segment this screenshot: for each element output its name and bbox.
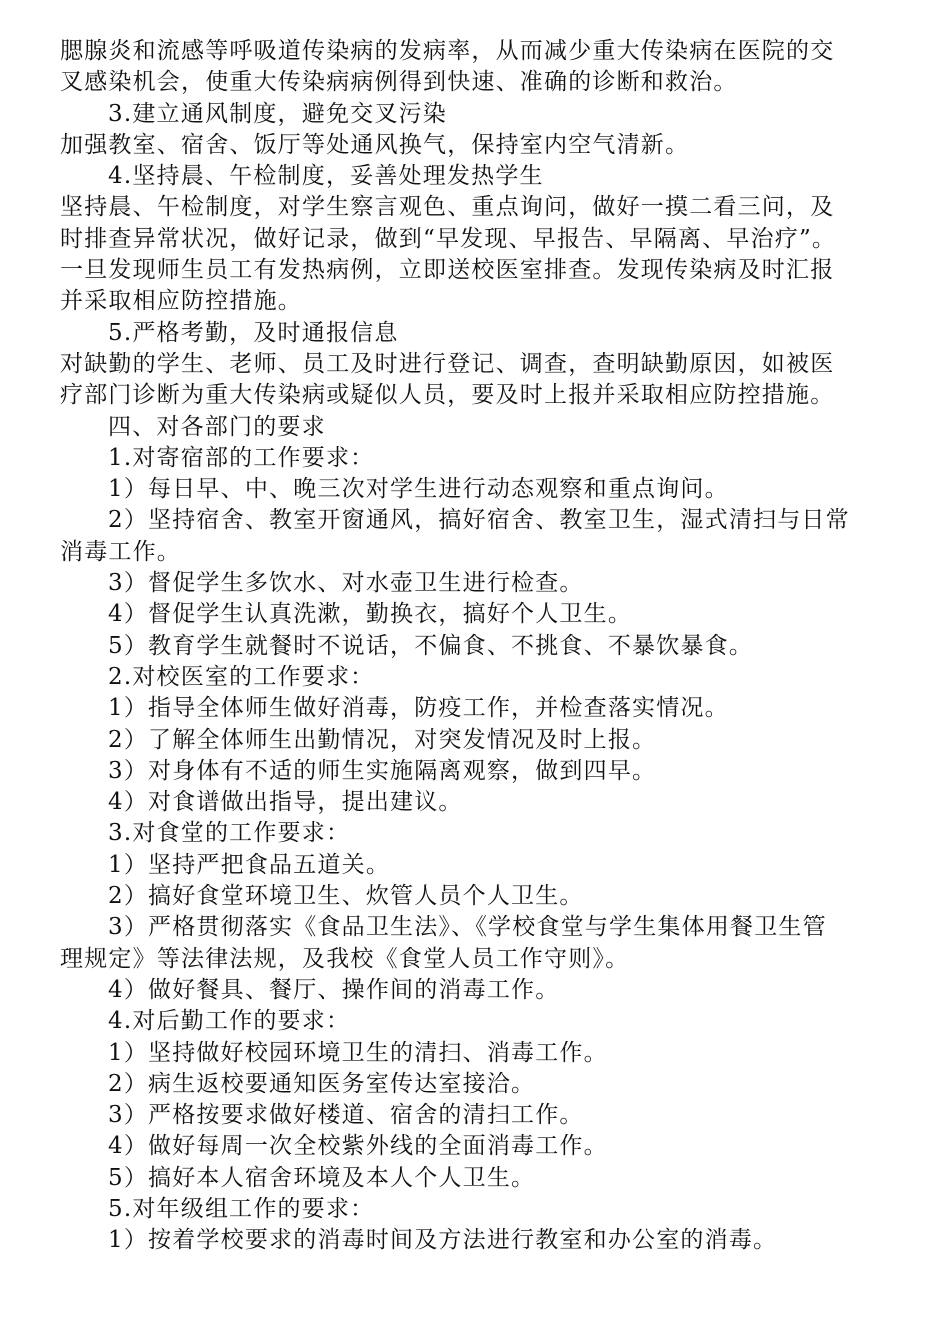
text-line: 4.对后勤工作的要求： bbox=[108, 1008, 351, 1035]
text-line: 1）坚持严把食品五道关。 bbox=[108, 851, 391, 878]
text-line: 1）按着学校要求的消毒时间及方法进行教室和办公室的消毒。 bbox=[108, 1227, 778, 1254]
text-line: 腮腺炎和流感等呼吸道传染病的发病率，从而减少重大传染病在医院的交 bbox=[60, 38, 835, 64]
text-line: 2）搞好食堂环境卫生、炊管人员个人卫生。 bbox=[108, 883, 584, 910]
text-line: 5.对年级组工作的要求： bbox=[108, 1195, 375, 1222]
text-line: 消毒工作。 bbox=[60, 538, 181, 565]
text-line: 2.对校医室的工作要求： bbox=[108, 663, 375, 690]
text-line: 坚持晨、午检制度，对学生察言观色、重点询问，做好一摸二看三问，及 bbox=[60, 194, 835, 221]
text-line: 2）病生返校要通知医务室传达室接洽。 bbox=[108, 1070, 536, 1097]
text-line: 3）严格按要求做好楼道、宿舍的清扫工作。 bbox=[108, 1102, 584, 1129]
text-line: 1）指导全体师生做好消毒，防疫工作，并检查落实情况。 bbox=[108, 695, 729, 722]
text-line: 时排查异常状况，做好记录，做到“早发现、早报告、早隔离、早治疗”。 bbox=[60, 225, 837, 252]
text-line: 4）对食谱做出指导，提出建议。 bbox=[108, 789, 463, 816]
text-line: 3）对身体有不适的师生实施隔离观察，做到四早。 bbox=[108, 757, 657, 784]
text-line: 5）教育学生就餐时不说话，不偏食、不挑食、不暴饮暴食。 bbox=[108, 632, 754, 659]
text-line: 4）做好每周一次全校紫外线的全面消毒工作。 bbox=[108, 1133, 608, 1160]
text-line: 5.严格考勤，及时通报信息 bbox=[108, 319, 399, 346]
text-line: 3.对食堂的工作要求： bbox=[108, 820, 351, 847]
text-line: 四、对各部门的要求 bbox=[108, 413, 326, 440]
text-line: 2）了解全体师生出勤情况，对突发情况及时上报。 bbox=[108, 726, 657, 753]
text-line: 4）做好餐具、餐厅、操作间的消毒工作。 bbox=[108, 976, 560, 1003]
text-line: 理规定》等法律法规，及我校《食堂人员工作守则》。 bbox=[60, 945, 630, 972]
text-line: 1）每日早、中、晚三次对学生进行动态观察和重点询问。 bbox=[108, 476, 729, 503]
text-line: 2）坚持宿舍、教室开窗通风，搞好宿舍、教室卫生，湿式清扫与日常 bbox=[108, 507, 850, 534]
text-line: 疗部门诊断为重大传染病或疑似人员，要及时上报并采取相应防控措施。 bbox=[60, 382, 835, 409]
text-line: 5）搞好本人宿舍环境及本人个人卫生。 bbox=[108, 1164, 536, 1191]
text-line: 4）督促学生认真洗漱，勤换衣，搞好个人卫生。 bbox=[108, 601, 633, 628]
text-line: 对缺勤的学生、老师、员工及时进行登记、调查，查明缺勤原因，如被医 bbox=[60, 350, 835, 377]
text-line: 1）坚持做好校园环境卫生的清扫、消毒工作。 bbox=[108, 1039, 608, 1066]
text-line: 加强教室、宿舍、饭厅等处通风换气，保持室内空气清新。 bbox=[60, 131, 690, 158]
text-line: 1.对寄宿部的工作要求： bbox=[108, 444, 375, 471]
text-line: 3.建立通风制度，避免交叉污染 bbox=[108, 100, 447, 127]
text-line: 3）严格贯彻落实《食品卫生法》、《学校食堂与学生集体用餐卫生管 bbox=[108, 914, 827, 941]
text-line: 3）督促学生多饮水、对水壶卫生进行检查。 bbox=[108, 570, 584, 597]
text-line: 4.坚持晨、午检制度，妥善处理发热学生 bbox=[108, 163, 544, 190]
text-line: 并采取相应防控措施。 bbox=[60, 288, 302, 315]
text-line: 叉感染机会，使重大传染病病例得到快速、准确的诊断和救治。 bbox=[60, 69, 738, 96]
text-line: 一旦发现师生员工有发热病例，立即送校医室排查。发现传染病及时汇报 bbox=[60, 257, 835, 284]
